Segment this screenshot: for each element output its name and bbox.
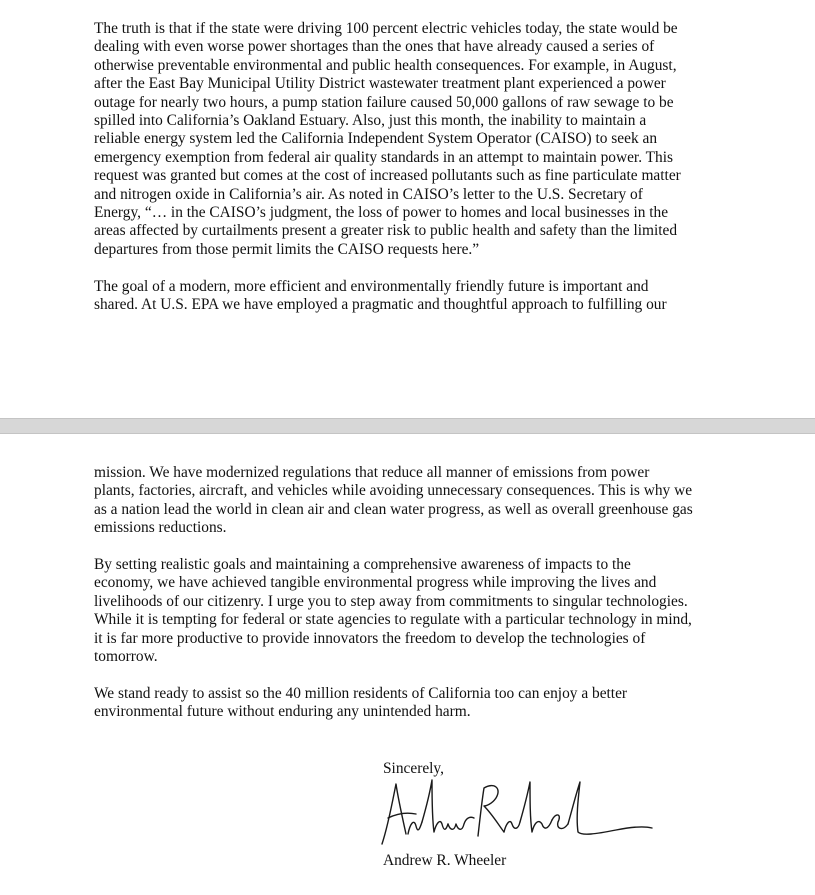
- paragraph-mission: [94, 464, 734, 538]
- closing-salutation: Sincerely,: [383, 760, 444, 777]
- text-line: emissions reductions.: [94, 519, 227, 537]
- text-line: outage for nearly two hours, a pump station failure caused 50,000 gallons of raw sewage to be: [94, 93, 674, 111]
- text-line: departures from those permit limits the CAISO requests here.”: [94, 240, 480, 258]
- paragraph-modern-future: [94, 278, 734, 315]
- text-line: emergency exemption from federal air quality standards in an attempt to maintain power. This: [94, 148, 673, 166]
- signer-name: Andrew R. Wheeler: [383, 852, 507, 869]
- page-separator: [0, 418, 815, 434]
- text-line: tomorrow.: [94, 648, 158, 666]
- text-line: While it is tempting for federal or state agencies to regulate with a particular technology in mind,: [94, 611, 692, 629]
- text-line: mission. We have modernized regulations that reduce all manner of emissions from power: [94, 464, 650, 481]
- text-line: dealing with even worse power shortages than the ones that have already caused a series of: [94, 38, 655, 56]
- handwritten-signature: [376, 778, 656, 850]
- text-line: otherwise preventable environmental and public health consequences. For example, in August,: [94, 56, 677, 74]
- text-line: economy, we have achieved tangible environmental progress while improving the lives and: [94, 574, 657, 592]
- paragraph-realistic-goals: [94, 556, 734, 666]
- text-line: environmental future without enduring any unintended harm.: [94, 703, 471, 721]
- text-line: shared. At U.S. EPA we have employed a pragmatic and thoughtful approach to fulfilling our: [94, 296, 667, 314]
- document-page-2: [0, 434, 815, 895]
- paragraph-stand-ready: [94, 685, 734, 722]
- text-line: it is far more productive to provide innovators the freedom to develop the technologies of: [94, 629, 646, 647]
- text-line: We stand ready to assist so the 40 million residents of California too can enjoy a better: [94, 685, 628, 702]
- signer-name-block: [383, 852, 506, 870]
- text-line: The goal of a modern, more efficient and environmentally friendly future is important and: [94, 278, 649, 295]
- text-line: plants, factories, aircraft, and vehicles while avoiding unnecessary consequences. This is why we: [94, 482, 693, 500]
- text-line: By setting realistic goals and maintaining a comprehensive awareness of impacts to the: [94, 556, 631, 573]
- text-line: after the East Bay Municipal Utility District wastewater treatment plant experienced a power: [94, 75, 666, 93]
- text-line: and nitrogen oxide in California’s air. As noted in CAISO’s letter to the U.S. Secretary of: [94, 185, 643, 203]
- text-line: request was granted but comes at the cost of increased pollutants such as fine particulate matter: [94, 167, 681, 185]
- signature-block: [383, 760, 444, 778]
- text-line: reliable energy system led the California Independent System Operator (CAISO) to seek an: [94, 130, 658, 148]
- text-line: as a nation lead the world in clean air and clean water progress, as well as overall greenhouse gas: [94, 500, 693, 518]
- text-line: livelihoods of our citizenry. I urge you to step away from commitments to singular technologies.: [94, 592, 688, 610]
- text-line: Energy, “… in the CAISO’s judgment, the loss of power to homes and local businesses in the: [94, 204, 669, 222]
- text-line: areas affected by curtailments present a greater risk to public health and safety than the limited: [94, 222, 678, 240]
- text-line: spilled into California’s Oakland Estuary. Also, just this month, the inability to maintain a: [94, 112, 647, 130]
- text-line: The truth is that if the state were driving 100 percent electric vehicles today, the state would be: [94, 20, 678, 37]
- paragraph-power-shortages: [94, 20, 734, 259]
- document-page-1: [0, 0, 815, 418]
